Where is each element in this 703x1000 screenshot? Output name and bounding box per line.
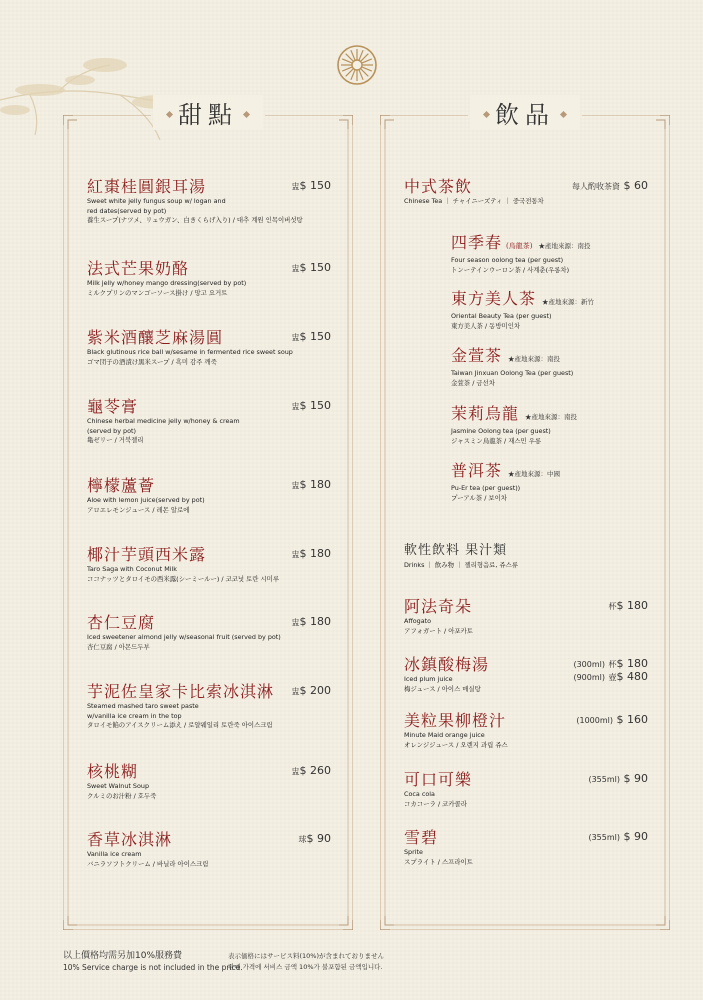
item-desc: Black glutinous rice ball w/sesame in fermented rice sweet soup [87,348,293,356]
item-name: 普洱茶 ★產地來源：中國 [451,461,561,480]
item-desc: バニラソフトクリーム / 바닐라 아이스크림 [87,859,209,868]
item-desc: スプライト / 스프라이트 [404,857,473,866]
item-name: 茉莉烏龍 ★產地來源：南投 [451,404,578,423]
desserts-title: 甜點 [178,101,238,129]
service-note-right [228,951,384,973]
desserts-heading [63,95,353,130]
item-desc: 梅ジュース / 아이스 매실탕 [404,684,481,693]
desserts-panel [63,101,353,930]
item-desc: Steamed mashed taro sweet paste [87,702,199,710]
item-desc: Sprite [404,848,423,856]
item-desc: プーアル茶 / 보이차 [451,493,507,502]
item-price: 盅$ 150 [291,330,331,343]
item-desc: 金萱茶 / 금선차 [451,378,495,387]
drink-item [404,770,648,809]
item-desc: Sweet white jelly fungus soup w/ logan and [87,197,226,205]
item-name: 杏仁豆腐 [87,613,156,632]
item-desc: Four season oolong tea (per guest) [451,256,564,264]
item-price: 盅$ 260 [291,764,331,777]
item-name: 美粒果柳橙汁 [404,711,507,730]
item-name: 龜苓膏 [87,397,139,416]
item-desc: Oriental Beauty Tea (per guest) [451,312,552,320]
drinks-title: 飲品 [495,101,555,129]
item-price: 盅$ 150 [291,261,331,274]
item-desc: Milk jelly w/honey mango dressing(served by pot) [87,279,247,287]
item-name: 雪碧 [404,828,439,847]
drinks-heading [380,95,670,130]
menu-item [87,328,331,367]
item-desc: Vanilla ice cream [87,850,142,858]
item-name: 紅棗桂圓銀耳湯 [87,177,207,196]
menu-item [87,476,331,515]
menu-item [87,613,331,652]
item-desc: Affogato [404,617,432,625]
item-desc: クルミのお汁粉 / 호두죽 [87,791,157,800]
item-desc: 養生スープ(ナツメ、リュウガン、白きくらげ入り) / 대추 계원 인목이버섯탕 [87,216,303,224]
item-name: 阿法奇朵 [404,597,473,616]
item-desc: 東方美人茶 / 동방미인차 [451,321,521,330]
item-desc: ココナッツとタロイモの西米露(シーミールー) / 코코넛 토란 시미루 [87,574,280,583]
item-desc: 杏仁豆腐 / 아몬드두부 [87,642,150,651]
item-name: 東方美人茶 ★產地來源：新竹 [451,289,595,308]
item-price: 球$ 90 [298,832,331,845]
item-desc: Taiwan Jinxuan Oolong Tea (per guest) [451,369,574,377]
tea-item [451,404,648,446]
service-note-jp: 表示価格にはサービス料(10%)が含まれておりません [228,952,385,960]
drink-item [404,655,648,694]
diamond-ornament [483,110,490,117]
item-desc: ジャスミン烏龍茶 / 재스민 우롱 [451,436,542,445]
item-price: (355ml) $ 90 [588,830,648,843]
item-desc: Taro Saga with Coconut Milk [87,565,177,573]
item-desc: Drinks ｜ 飲み物 ｜ 젤리형음료, 쥬스류 [404,561,518,569]
item-desc: Chinese herbal medicine jelly w/honey & cream [87,417,240,425]
item-price: 盅$ 180 [291,547,331,560]
item-name: 檸檬蘆薈 [87,476,156,495]
item-desc: Iced sweetener almond jelly w/seasonal fruit (served by pot) [87,633,281,641]
service-note-kr: 판매 가격에 서비스 금액 10%가 불포함된 금액입니다. [228,963,383,971]
item-name: 芋泥佐皇家卡比索冰淇淋 [87,682,275,701]
item-name: 冰鎮酸梅湯 [404,655,490,674]
item-desc: red dates(served by pot) [87,206,167,215]
item-name: 中式茶飲 [404,177,473,196]
item-desc: (served by pot) [87,426,137,435]
service-note-zh: 以上價格均需另加10%服務費 [63,951,183,961]
item-desc: オレンジジュース / 오렌지 과립 쥬스 [404,740,508,749]
tea-item [451,346,648,388]
service-note-left [63,951,243,973]
item-price: 盅$ 180 [291,615,331,628]
item-price: 杯$ 180 [608,599,648,612]
item-price: 盅$ 150 [291,179,331,192]
item-price: 盅$ 200 [291,684,331,697]
item-price: 盅$ 150 [291,399,331,412]
service-note-en: 10% Service charge is not included in the price. [63,963,243,972]
item-price: 盅$ 180 [291,478,331,491]
item-desc: Coca cola [404,790,435,798]
menu-item [87,545,331,584]
item-price-2: (900ml) 壺$ 480 [573,670,648,683]
diamond-ornament [243,110,250,117]
soft-drinks-header [404,539,648,571]
item-price: (300ml) 杯$ 180 [573,657,648,670]
menu-item [87,397,331,446]
chrysanthemum-emblem-icon [336,44,378,86]
item-desc: 亀ゼリー / 거북젤리 [87,436,144,444]
section-title: 軟性飲料 果汁類 [404,543,508,558]
item-desc: Pu-Er tea (per guest)) [451,484,521,492]
item-desc: コカコーラ / 코카콜라 [404,799,467,808]
menu-item [87,762,331,801]
tea-item [451,233,648,275]
item-desc: トンーテインウーロン茶 / 사계춘(우롱차) [451,265,570,274]
item-price: (355ml) $ 90 [588,772,648,785]
item-desc: w/vanilla ice cream in the top [87,711,182,720]
drink-item [404,597,648,636]
item-desc: Jasmine Oolong tea (per guest) [451,427,551,435]
item-name: 香草冰淇淋 [87,830,173,849]
item-name: 四季春 (烏龍茶) ★產地來源：南投 [451,233,591,252]
desserts-frame [63,115,353,930]
item-desc: Aloe with lemon juice(served by pot) [87,496,205,504]
item-desc: Minute Maid orange juice [404,731,485,739]
tea-item [451,461,648,503]
diamond-ornament [166,110,173,117]
item-desc: Sweet Walnut Soup [87,782,149,790]
drink-item [404,828,648,867]
item-name: 可口可樂 [404,770,473,789]
menu-item [87,682,331,731]
item-desc: Iced plum juice [404,675,453,683]
item-desc: Chinese Tea ｜ チャイニーズティ ｜ 중국전통차 [404,197,544,205]
item-name: 紫米酒釀芝麻湯圓 [87,328,224,347]
item-desc: アロエレモンジュース / 레몬 알로에 [87,505,190,514]
item-name: 金萱茶 ★產地來源：南投 [451,346,561,365]
item-price: (1000ml) $ 160 [576,713,648,726]
menu-item [87,830,331,869]
drink-item [404,711,648,750]
item-name: 法式芒果奶酪 [87,259,190,278]
item-desc: ゴマ団子の酒漬け黒米スープ / 흑미 감주 깨죽 [87,357,217,366]
item-desc: タロイモ餡のアイスクリーム添え / 로얄웨일리 토란죽 아이스크림 [87,721,273,729]
item-desc: ミルクプリンのマンゴーソース掛け / 망고 요거트 [87,288,228,297]
tea-item [451,289,648,331]
item-price: 每人酌收茶資 $ 60 [572,179,648,192]
drinks-panel [380,101,670,930]
menu-item [87,177,331,226]
item-name: 核桃糊 [87,762,139,781]
item-name: 椰汁芋頭西米露 [87,545,207,564]
menu-item [87,259,331,298]
diamond-ornament [560,110,567,117]
tea-header [404,177,648,207]
item-desc: アフォガート / 아포카토 [404,626,473,635]
